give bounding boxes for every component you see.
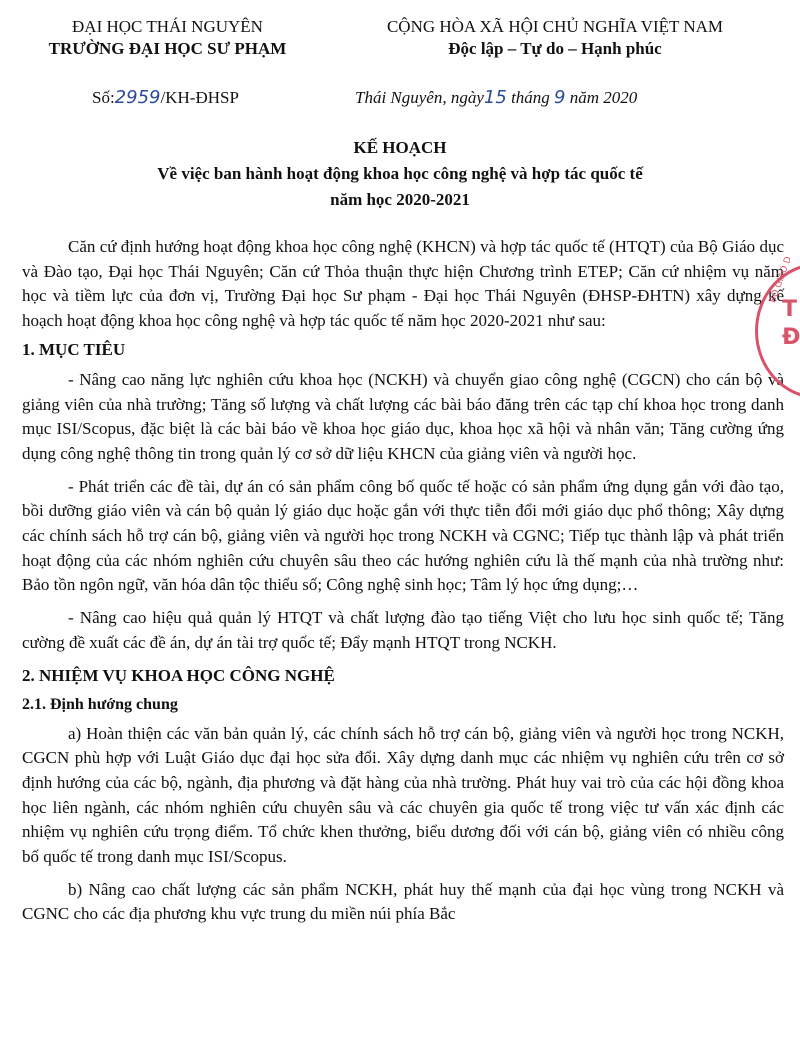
document-body	[22, 235, 784, 927]
section-2-1-heading: 2.1. Định hướng chung	[22, 695, 178, 713]
document-title	[0, 135, 800, 213]
title-subtitle: Về việc ban hành hoạt động khoa học công nghệ và hợp tác quốc tế	[157, 164, 643, 183]
section-2-1-a: a) Hoàn thiện các văn bản quản lý, các chính sách hỗ trợ cán bộ, giảng viên và người học trong NCKH, CGCN phù hợp với Luật Giáo dục đại học sửa đổi. Xây dựng danh mục các nhiệm vụ nghiên cứu trên cơ sở định hướng của các bộ, ngành, địa phương và đặt hàng của nhà trường. Phát huy vai trò của các hội đồng khoa học liên ngành, các nhóm nghiên cứu chuyên sâu và các chuyên gia quốc tế trong việc tư vấn xác định các nhiệm vụ nghiên cứu trọng điểm. Tổ chức khen thưởng, biểu dương đối với cán bộ, giảng viên có nhiều công bố quốc tế trong danh mục ISI/Scopus.	[22, 723, 784, 867]
section-2-1-b: b) Nâng cao chất lượng các sản phẩm NCKH, phát huy thế mạnh của đại học vùng trong NCKH và CGNC cho các địa phương khu vực trung du miền núi phía Bắc	[22, 879, 784, 924]
document-number: Số:2959/KH-ĐHSP	[92, 87, 239, 108]
org-parent: ĐẠI HỌC THÁI NGUYÊN	[72, 17, 263, 36]
handwritten-month: 9	[554, 87, 566, 108]
seal-center-text: T Đ	[782, 297, 800, 350]
handwritten-number: 2959	[114, 87, 161, 108]
org-name: TRƯỜNG ĐẠI HỌC SƯ PHẠM	[48, 39, 287, 58]
title-main: KẾ HOẠCH	[353, 138, 447, 157]
section-1-paragraph-2: - Phát triển các đề tài, dự án có sản phẩm công bố quốc tế hoặc có sản phẩm ứng dụng gắn với đào tạo, bồi dưỡng giáo viên và cán bộ quản lý giáo dục hoặc gắn với thực tiễn đổi mới giáo dục phổ thông; Xây dựng các chính sách hỗ trợ cán bộ, giảng viên và người học trong NCKH và CGNC; Tiếp tục thành lập và phát triển hoạt động của các nhóm nghiên cứu chuyên sâu theo các hướng nghiên cứu là thế mạnh của nhà trường như: Bảo tồn ngôn ngữ, văn hóa dân tộc thiểu số; Công nghệ sinh học; Tâm lý học ứng dụng;…	[22, 476, 784, 595]
title-year: năm học 2020-2021	[330, 190, 470, 209]
section-2-heading: 2. NHIỆM VỤ KHOA HỌC CÔNG NGHỆ	[22, 665, 335, 685]
section-1-heading: 1. MỤC TIÊU	[22, 339, 126, 359]
intro-paragraph: Căn cứ định hướng hoạt động khoa học công nghệ (KHCN) và hợp tác quốc tế (HTQT) của Bộ Giáo dục và Đào tạo, Đại học Thái Nguyên; Căn cứ Thỏa thuận thực hiện Chương trình ETEP; Căn cứ nhiệm vụ năm học và tiềm lực của đơn vị, Trường Đại học Sư phạm - Đại học Thái Nguyên (ĐHSP-ĐHTN) xây dựng kế hoạch hoạt động khoa học công nghệ và hợp tác quốc tế năm học 2020-2021 như sau:	[22, 237, 784, 331]
document-date: Thái Nguyên, ngày15 tháng 9 năm 2020	[355, 87, 638, 108]
section-1-paragraph-3: - Nâng cao hiệu quả quản lý HTQT và chất lượng đào tạo tiếng Việt cho lưu học sinh quốc tế; Tăng cường đề xuất các đề án, dự án tài trợ quốc tế; Đẩy mạnh HTQT trong NCKH.	[22, 608, 784, 652]
seal-ring-text: BỘ GIÁO D	[768, 255, 795, 305]
national-header	[310, 16, 800, 60]
handwritten-day: 15	[483, 87, 507, 108]
motto: Độc lập – Tự do – Hạnh phúc	[448, 39, 662, 58]
section-1-paragraph-1: - Nâng cao năng lực nghiên cứu khoa học (NCKH) và chuyển giao công nghệ (CGCN) cho cán bộ và giảng viên của nhà trường; Tăng số lượng và chất lượng các bài báo đăng trên các tạp chí khoa học trong danh mục ISI/Scopus, đặc biệt là các bài báo về khoa học giáo dục, khoa học xã hội và nhân văn; Tăng cường ứng dụng công nghệ thông tin trong quản lý cơ sở dữ liệu KHCN của giảng viên và người học.	[22, 369, 784, 463]
issuer-block	[30, 16, 305, 60]
country-name: CỘNG HÒA XÃ HỘI CHỦ NGHĨA VIỆT NAM	[386, 17, 724, 36]
